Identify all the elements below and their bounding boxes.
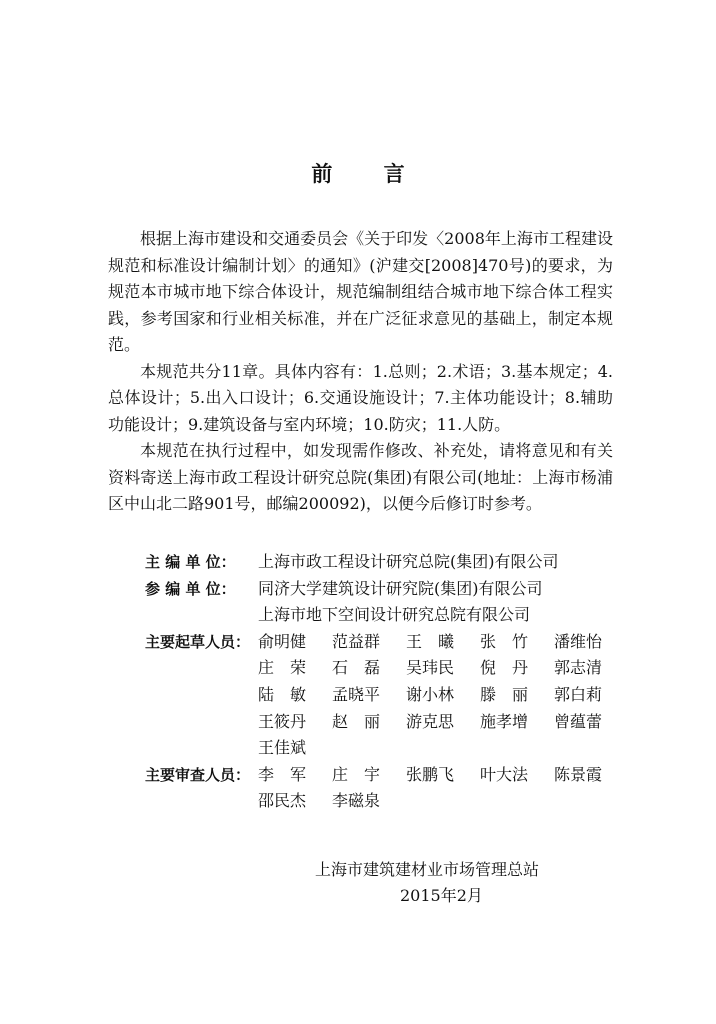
co-editor-label: 参 编 单 位： xyxy=(145,579,236,598)
co-editor-org: 上海市地下空间设计研究总院有限公司 xyxy=(258,605,531,625)
person-name: 王 曦 xyxy=(406,631,455,651)
person-name: 范益群 xyxy=(332,631,381,651)
page-title: 前 言 xyxy=(311,162,427,186)
person-name: 庄 宇 xyxy=(332,764,381,784)
paragraph-basis: 根据上海市建设和交通委员会《关于印发〈2008年上海市工程建设规范和标准设计编制计划〉的通知》(沪建交[2008]470号)的要求，为规范本市城市地下综合体设计，规范编制组结合城市地下综合体工程实践，参考国家和行业相关标准，并在广泛征求意见的基础上，制定本规范。 xyxy=(108,229,613,354)
drafters-list xyxy=(258,629,628,762)
person-name: 石 磊 xyxy=(332,658,381,678)
person-name: 俞明健 xyxy=(258,631,307,651)
person-name: 邵民杰 xyxy=(258,791,307,811)
chief-editor-row xyxy=(145,549,625,576)
preface-body xyxy=(108,226,613,518)
person-name: 王佳斌 xyxy=(258,738,307,758)
person-name: 孟晓平 xyxy=(332,684,381,704)
drafters-row xyxy=(145,629,625,762)
person-name: 曾蕴蕾 xyxy=(554,711,603,731)
person-name: 赵 丽 xyxy=(332,711,381,731)
person-name: 潘维怡 xyxy=(554,631,603,651)
person-name: 倪 丹 xyxy=(480,658,529,678)
chief-editor-org: 上海市政工程设计研究总院(集团)有限公司 xyxy=(258,552,559,571)
person-name: 游克思 xyxy=(406,711,455,731)
paragraph-feedback: 本规范在执行过程中，如发现需作修改、补充处，请将意见和有关资料寄送上海市政工程设计研究总院(集团)有限公司(地址：上海市杨浦区中山北二路901号，邮编200092)，以便今后修订时参考。 xyxy=(108,441,613,513)
person-name: 张 竹 xyxy=(480,631,529,651)
issuing-organization: 上海市建筑建材业市场管理总站 xyxy=(315,860,540,879)
drafters-label: 主要起草人员： xyxy=(145,632,251,651)
reviewers-list xyxy=(258,762,628,815)
person-name: 李 军 xyxy=(258,764,307,784)
issue-date: 2015年2月 xyxy=(400,886,483,905)
person-name: 郭志清 xyxy=(554,658,603,678)
reviewers-label: 主要审查人员： xyxy=(145,765,251,784)
person-name: 陆 敏 xyxy=(258,684,307,704)
person-name: 谢小林 xyxy=(406,684,455,704)
co-editor-row xyxy=(145,576,625,629)
person-name: 王筱丹 xyxy=(258,711,307,731)
person-name: 吴玮民 xyxy=(406,658,455,678)
person-name: 叶大法 xyxy=(480,764,529,784)
person-name: 滕 丽 xyxy=(480,684,529,704)
credits-block xyxy=(145,549,625,815)
person-name: 郭白莉 xyxy=(554,684,603,704)
chief-editor-label: 主 编 单 位： xyxy=(145,553,236,571)
person-name: 张鹏飞 xyxy=(406,764,455,784)
person-name: 庄 荣 xyxy=(258,658,307,678)
person-name: 李磁泉 xyxy=(332,791,381,811)
person-name: 施孝增 xyxy=(480,711,529,731)
person-name: 陈景霞 xyxy=(554,764,603,784)
paragraph-contents: 本规范共分11章。具体内容有：1.总则；2.术语；3.基本规定；4.总体设计；5.出入口设计；6.交通设施设计；7.主体功能设计；8.辅助功能设计；9.建筑设备与室内环境；10.防灾；11.人防。 xyxy=(108,361,613,434)
co-editor-org: 同济大学建筑设计研究院(集团)有限公司 xyxy=(258,578,543,598)
reviewers-row xyxy=(145,762,625,815)
